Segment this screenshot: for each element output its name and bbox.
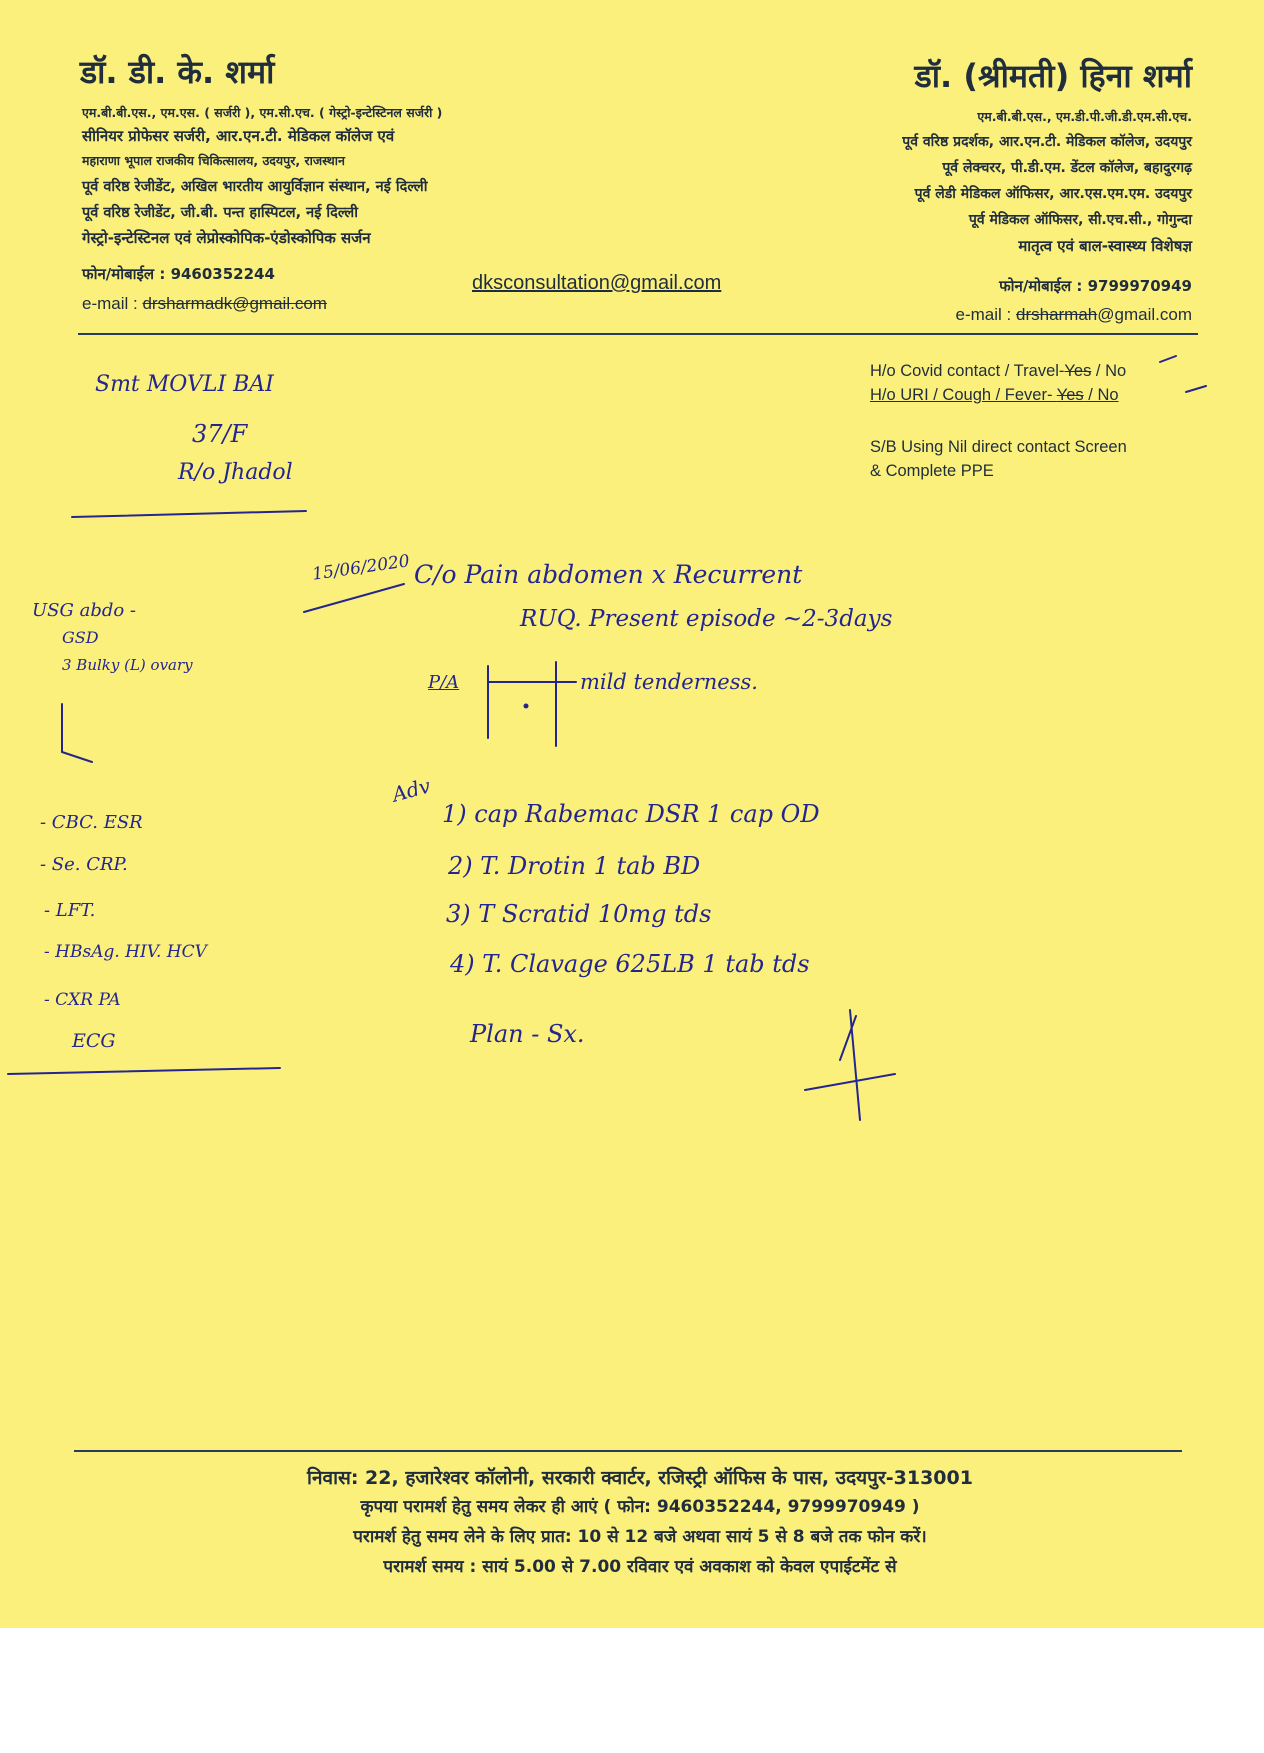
phone-label: फोन/मोबाईल : [999,277,1083,295]
pa-label: P/A [428,672,460,693]
date-underline [304,584,404,612]
uri-line: H/o URI / Cough / Fever- Yes / No [870,386,1119,404]
right-doctor-line: पूर्व मेडिकल ऑफिसर, सी.एच.सी., गोगुन्दा [968,212,1192,228]
usg-note: 3 Bulky (L) ovary [62,656,193,674]
investigation-item: ECG [72,1030,116,1052]
lab-mark [62,752,92,762]
right-doctor-email: drsharmah@gmail.com [1016,305,1192,324]
signature-stroke [805,1074,895,1090]
prescription-item: 1) cap Rabemac DSR 1 cap OD [442,800,820,828]
left-doctor-line: सीनियर प्रोफेसर सर्जरी, आर.एन.टी. मेडिकल कॉलेज एवं [82,127,395,145]
patient-address: R/o Jhadol [178,460,293,485]
plan-note: Plan - Sx. [470,1020,585,1048]
right-doctor-phone: 9799970949 [1087,277,1192,295]
visit-date: 15/06/2020 [311,551,411,585]
usg-note: GSD [62,628,99,647]
usg-note: USG abdo - [32,600,137,621]
complaint-line-1: C/o Pain abdomen x Recurrent [414,560,803,589]
center-email: dksconsultation@gmail.com [472,272,722,294]
patient-block-underline [72,511,306,517]
footer-consult-timing: परामर्श समय : सायं 5.00 से 7.00 रविवार एवं अवकाश को केवल एपाईटमेंट से [383,1557,897,1577]
investigation-item: - LFT. [44,900,96,921]
left-doctor-line: पूर्व वरिष्ठ रेजीडेंट, अखिल भारतीय आयुर्विज्ञान संस्थान, नई दिल्ली [82,179,428,195]
prescription-item: 3) T Scratid 10mg tds [446,900,712,928]
check-mark [1186,386,1206,392]
investigation-item: - CBC. ESR [40,812,143,833]
footer-address: निवास: 22, हजारेश्वर कॉलोनी, सरकारी क्वार्टर, रजिस्ट्री ऑफिस के पास, उदयपुर-313001 [307,1467,973,1489]
patient-name: Smt MOVLI BAI [95,372,274,397]
email-struck-part: drsharmah [1016,305,1098,324]
investigation-item: - CXR PA [44,990,121,1010]
prescription-item: 2) T. Drotin 1 tab BD [448,852,701,880]
pa-finding: mild tenderness. [580,670,758,694]
patient-age-sex: 37/F [192,420,248,448]
covid-contact-line: H/o Covid contact / Travel-Yes / No [870,362,1127,380]
advice-label: Adv [389,773,433,807]
footer-appointment-note: कृपया परामर्श हेतु समय लेकर ही आएं ( फोन: 9460352244, 9799970949 ) [360,1497,920,1517]
complaint-line-2: RUQ. Present episode ~2-3days [520,606,893,632]
right-doctor-name: डॉ. (श्रीमती) हिना शर्मा [914,57,1192,95]
left-doctor-qualification: एम.बी.बी.एस., एम.एस. ( सर्जरी ), एम.सी.एच. ( गेस्ट्रो-इन्टेस्टिनल सर्जरी ) [82,105,443,120]
email-label: e-mail : [955,305,1012,324]
email-label: e-mail : [82,294,138,313]
check-mark [1160,356,1176,362]
investigation-item: - Se. CRP. [40,854,128,875]
investigations-underline [8,1068,280,1074]
investigation-item: - HBsAg. HIV. HCV [44,942,207,962]
tenderness-dot [524,704,529,709]
right-doctor-line: पूर्व लेडी मेडिकल ऑफिसर, आर.एस.एम.एम. उदयपुर [914,186,1192,202]
right-doctor-line: मातृत्व एवं बाल-स्वास्थ्य विशेषज्ञ [1018,237,1192,255]
prescription-item: 4) T. Clavage 625LB 1 tab tds [450,950,810,978]
right-doctor-line: पूर्व वरिष्ठ प्रदर्शक, आर.एन.टी. मेडिकल कॉलेज, उदयपुर [902,134,1192,150]
left-doctor-line: पूर्व वरिष्ठ रेजीडेंट, जी.बी. पन्त हास्पिटल, नई दिल्ली [82,205,358,221]
left-doctor-email: drsharmadk@gmail.com [142,294,327,313]
phone-label: फोन/मोबाईल : [82,265,166,283]
left-doctor-name: डॉ. डी. के. शर्मा [80,53,275,91]
right-doctor-qualification: एम.बी.बी.एस., एम.डी.पी.जी.डी.एम.सी.एच. [977,109,1192,124]
left-doctor-line: गेस्ट्रो-इन्टेस्टिनल एवं लेप्रोस्कोपिक-एंडोस्कोपिक सर्जन [82,229,371,247]
left-doctor-line: महाराणा भूपाल राजकीय चिकित्सालय, उदयपुर, राजस्थान [82,153,345,168]
right-doctor-line: पूर्व लेक्चरर, पी.डी.एम. डेंटल कॉलेज, बहादुरगढ़ [942,160,1192,176]
ppe-line-2: & Complete PPE [870,462,994,480]
footer-divider [74,1450,1182,1452]
footer-call-timing: परामर्श हेतु समय लेने के लिए प्रात: 10 से 12 बजे अथवा सायं 5 से 8 बजे तक फोन करें। [353,1527,927,1547]
left-doctor-phone: 9460352244 [170,265,275,283]
ppe-line-1: S/B Using Nil direct contact Screen [870,438,1127,456]
